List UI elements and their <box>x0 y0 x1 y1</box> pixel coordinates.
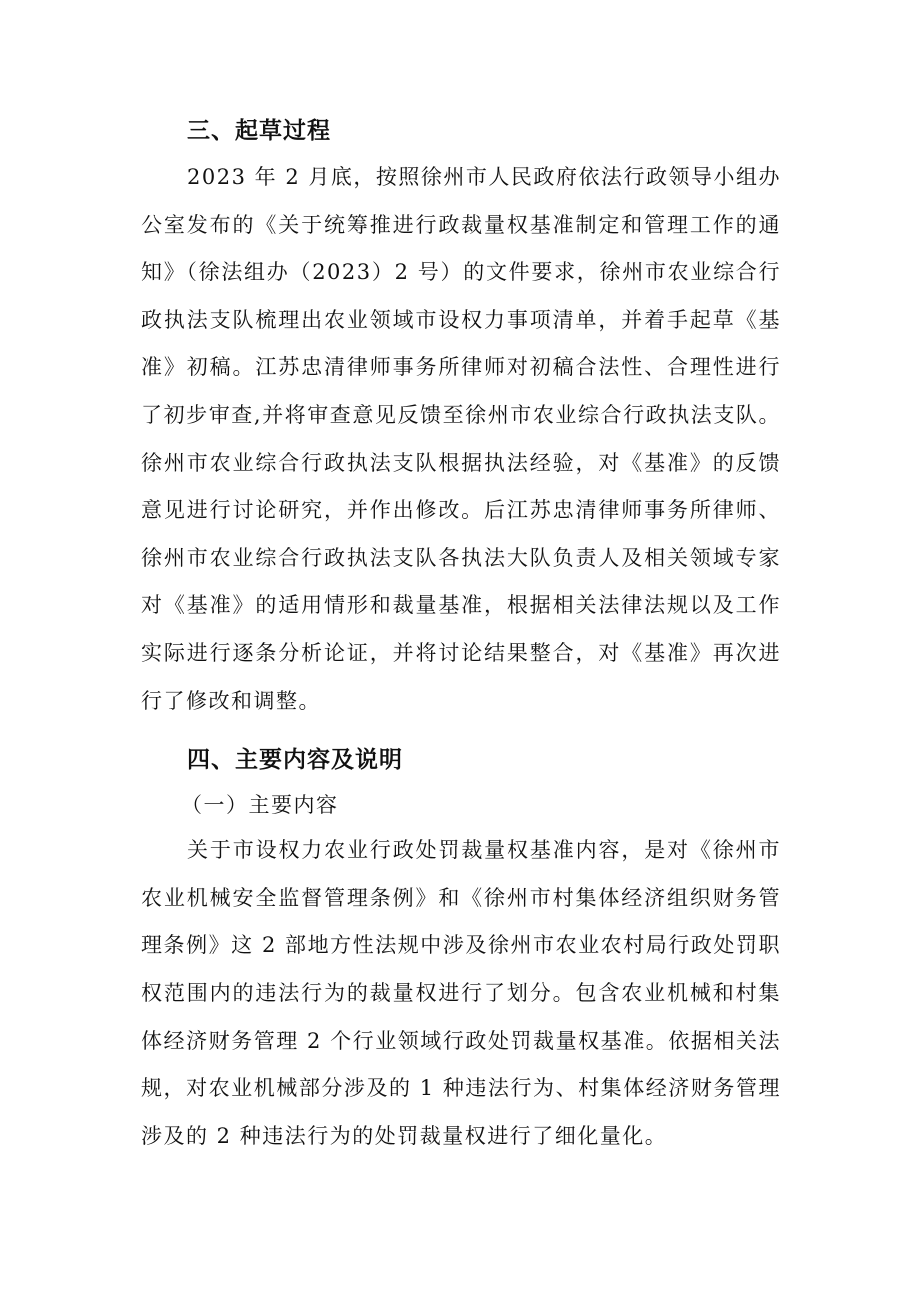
section-3-paragraph: 2023 年 2 月底，按照徐州市人民政府依法行政领导小组办公室发布的《关于统筹推进行政裁量权基准制定和管理工作的通知》（徐法组办（2023）2 号）的文件要求，徐州市农业综合行政执法支队梳理出农业领域市设权力事项清单，并着手起草《基准》初稿。江苏忠清律师事务所律师对初稿合法性、合理性进行了初步审查,并将审查意见反馈至徐州市农业综合行政执法支队。徐州市农业综合行政执法支队根据执法经验，对《基准》的反馈意见进行讨论研究，并作出修改。后江苏忠清律师事务所律师、徐州市农业综合行政执法支队各执法大队负责人及相关领域专家对《基准》的适用情形和裁量基准，根据相关法律法规以及工作实际进行逐条分析论证，并将讨论结果整合，对《基准》再次进行了修改和调整。 <box>141 165 781 713</box>
section-4-subheading: （一）主要内容 <box>181 793 339 818</box>
section-4-paragraph: 关于市设权力农业行政处罚裁量权基准内容，是对《徐州市农业机械安全监督管理条例》和《徐州市村集体经济组织财务管理条例》这 2 部地方性法规中涉及徐州市农业农村局行政处罚职权范围内的违法行为的裁量权进行了划分。包含农业机械和村集体经济财务管理 2 个行业领域行政处罚裁量权基准。依据相关法规，对农业机械部分涉及的 1 种违法行为、村集体经济财务管理涉及的 2 种违法行为的处罚裁量权进行了细化量化。 <box>141 838 781 1148</box>
section-3-heading: 三、起草过程 <box>187 118 331 144</box>
document-body <box>141 108 781 1160</box>
section-4-heading: 四、主要内容及说明 <box>187 747 403 774</box>
